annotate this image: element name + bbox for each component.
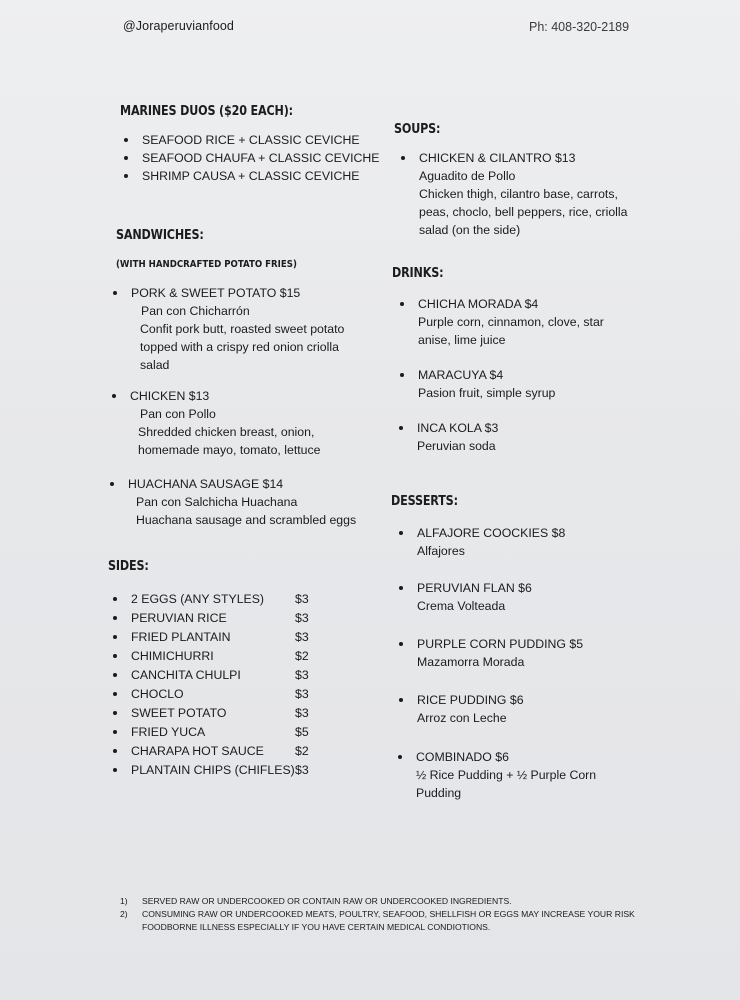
soup-item-chicken-cilantro — [419, 149, 627, 239]
item-line: Arroz con Leche — [417, 711, 507, 725]
item-title: CHICHA MORADA $4 — [418, 297, 539, 311]
sandwich-item-chicken — [130, 387, 321, 459]
drink-item-inca-kola — [417, 419, 498, 455]
item-title: ALFAJORE COOCKIES $8 — [417, 526, 566, 540]
marines-duos-list — [142, 131, 379, 185]
list-item: CHIMICHURRI $2 — [131, 647, 295, 666]
item-line: Mazamorra Morada — [417, 655, 525, 669]
item-title: RICE PUDDING $6 — [417, 693, 524, 707]
dessert-item-alfajore — [417, 524, 565, 560]
item-line: Chicken thigh, cilantro base, carrots, — [419, 187, 618, 201]
dessert-item-combinado — [416, 748, 596, 802]
footnotes — [120, 895, 640, 934]
instagram-handle: @Joraperuvianfood — [123, 19, 234, 33]
list-item: 2 EGGS (ANY STYLES) $3 — [131, 590, 295, 609]
list-item: SHRIMP CAUSA + CLASSIC CEVICHE — [142, 167, 379, 185]
item-line: salad — [140, 358, 170, 372]
item-line: homemade mayo, tomato, lettuce — [138, 443, 321, 457]
sandwiches-heading: SANDWICHES: — [116, 228, 204, 243]
item-line: Pasion fruit, simple syrup — [418, 386, 556, 400]
item-line: Aguadito de Pollo — [419, 169, 516, 183]
item-title: PURPLE CORN PUDDING $5 — [417, 637, 584, 651]
item-title: CHICKEN & CILANTRO $13 — [419, 151, 576, 165]
sandwich-item-huachana — [128, 475, 356, 529]
list-item: CANCHITA CHULPI $3 — [131, 666, 295, 685]
item-title: HUACHANA SAUSAGE $14 — [128, 477, 284, 491]
item-line: Alfajores — [417, 544, 465, 558]
list-item: PLANTAIN CHIPS (CHIFLES) $3 — [131, 761, 295, 780]
item-title: CHICKEN $13 — [130, 389, 210, 403]
item-line: salad (on the side) — [419, 223, 521, 237]
item-title: PERUVIAN FLAN $6 — [417, 581, 532, 595]
list-item: SEAFOOD CHAUFA + CLASSIC CEVICHE — [142, 149, 379, 167]
list-item: FRIED YUCA $5 — [131, 723, 295, 742]
dessert-item-rice-pudding — [417, 691, 524, 727]
dessert-item-flan — [417, 579, 532, 615]
item-line: Confit pork butt, roasted sweet potato — [140, 322, 345, 336]
item-title: PORK & SWEET POTATO $15 — [131, 286, 301, 300]
drink-item-maracuya — [418, 366, 555, 402]
dessert-item-purple-corn — [417, 635, 583, 671]
list-item: SWEET POTATO $3 — [131, 704, 295, 723]
item-line: Peruvian soda — [417, 439, 496, 453]
item-line: Crema Volteada — [417, 599, 506, 613]
item-line: Huachana sausage and scrambled eggs — [136, 513, 357, 527]
list-item: FRIED PLANTAIN $3 — [131, 628, 295, 647]
list-item: CHARAPA HOT SAUCE $2 — [131, 742, 295, 761]
drinks-heading: DRINKS: — [392, 266, 444, 281]
item-line: topped with a crispy red onion criolla — [140, 340, 339, 354]
list-item: SEAFOOD RICE + CLASSIC CEVICHE — [142, 131, 379, 149]
footnote: FOODBORNE ILLNESS ESPECIALLY IF YOU HAVE CERTAIN MEDICAL CONDIOTIONS. — [142, 922, 491, 932]
item-title: INCA KOLA $3 — [417, 421, 499, 435]
item-line: Pan con Pollo — [140, 407, 216, 421]
phone-number: Ph: 408-320-2189 — [529, 20, 630, 34]
item-line: Shredded chicken breast, onion, — [138, 425, 315, 439]
drink-item-chicha — [418, 295, 604, 349]
sandwiches-subtitle: (WITH HANDCRAFTED POTATO FRIES) — [116, 259, 297, 270]
list-item: CHOCLO $3 — [131, 685, 295, 704]
item-title: COMBINADO $6 — [416, 750, 509, 764]
soups-heading: SOUPS: — [394, 122, 441, 137]
footnote: 2) CONSUMING RAW OR UNDERCOOKED MEATS, POULTRY, SEAFOOD, SHELLFISH OR EGGS MAY INCREASE YOUR RISK — [120, 909, 635, 919]
sandwich-item-pork — [131, 284, 344, 374]
footnote: 1) SERVED RAW OR UNDERCOOKED OR CONTAIN RAW OR UNDERCOOKED INGREDIENTS. — [120, 896, 512, 906]
sides-list — [131, 590, 309, 780]
item-line: peas, choclo, bell peppers, rice, criolla — [419, 205, 628, 219]
item-line: Pan con Salchicha Huachana — [136, 495, 298, 509]
item-line: anise, lime juice — [418, 333, 506, 347]
item-line: Purple corn, cinnamon, clove, star — [418, 315, 604, 329]
desserts-heading: DESSERTS: — [391, 494, 458, 509]
sides-heading: SIDES: — [108, 559, 149, 574]
item-title: MARACUYA $4 — [418, 368, 504, 382]
marines-duos-heading: MARINES DUOS ($20 EACH): — [120, 104, 293, 119]
item-line: Pan con Chicharrón — [141, 304, 250, 318]
item-line: Pudding — [416, 786, 462, 800]
item-line: ½ Rice Pudding + ½ Purple Corn — [416, 768, 597, 782]
list-item: PERUVIAN RICE $3 — [131, 609, 295, 628]
